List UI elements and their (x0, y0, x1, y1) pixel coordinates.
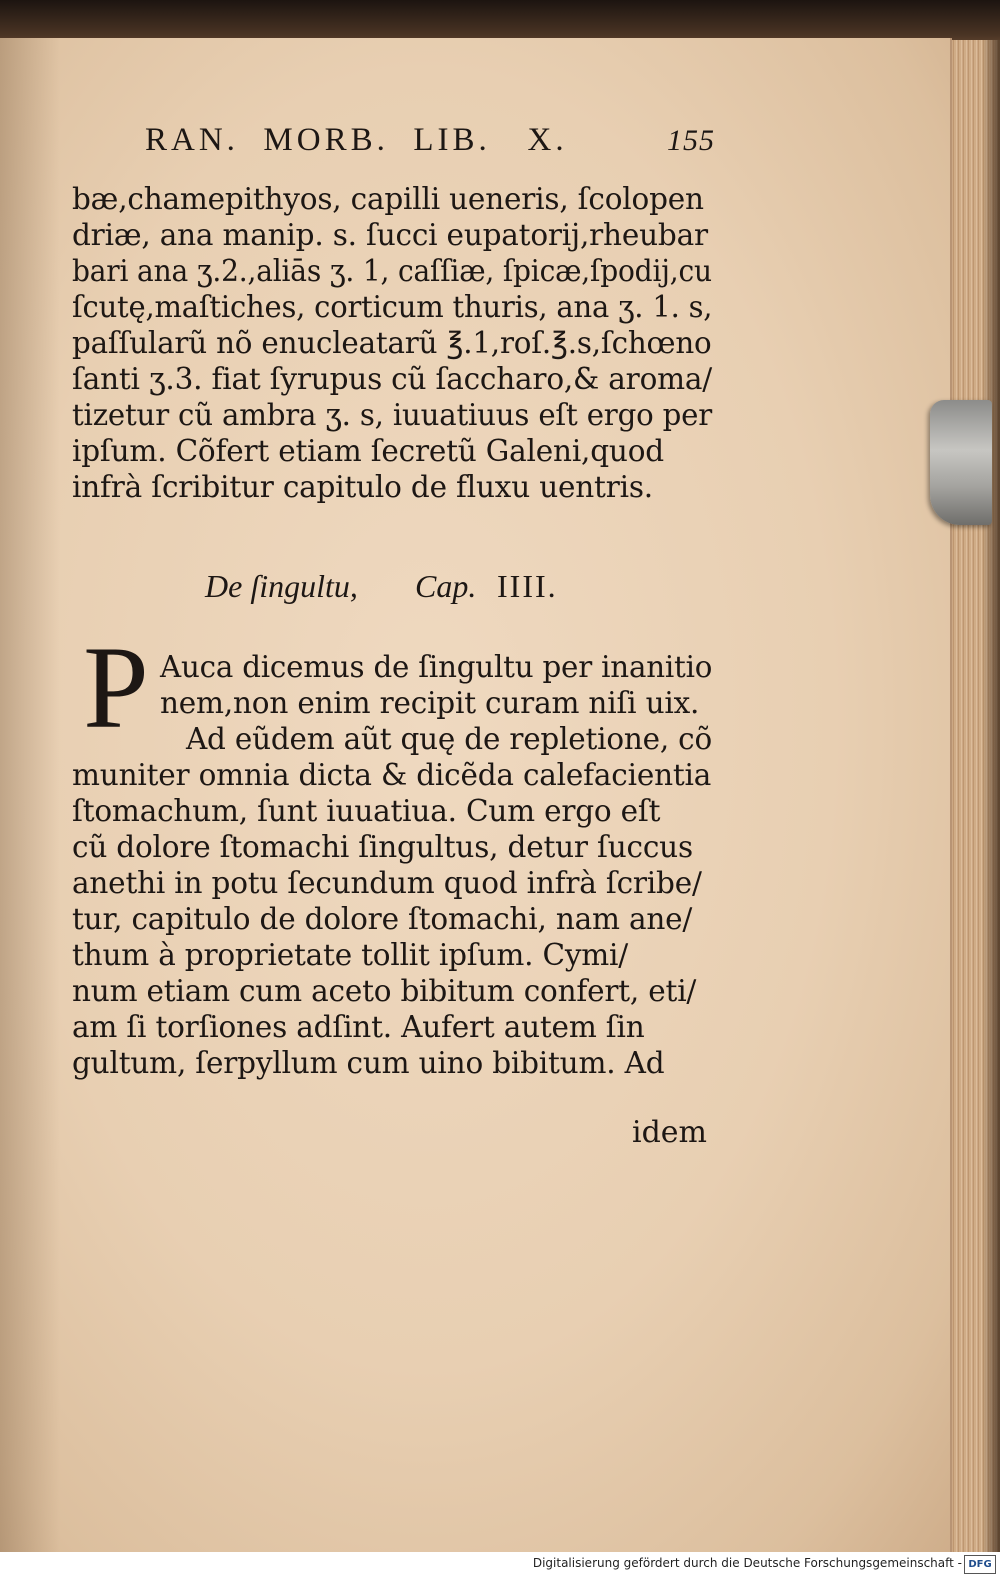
dfg-logo-icon: DFG (964, 1555, 996, 1574)
chapter-heading (205, 568, 625, 605)
running-head-title: RAN. MORB. LIB. X. (145, 122, 568, 158)
chapter-cap-label: Cap. (415, 568, 477, 604)
running-head (145, 122, 715, 162)
catchword: idem (632, 1115, 707, 1150)
text-line: bæ,chamepithyos, capilli ueneris, ſcolopen (72, 182, 704, 216)
text-line: tizetur cũ ambra ʒ. s, iuuatiuus eſt ergo per (72, 398, 712, 432)
text-line: am ſi torſiones adſint. Aufert autem ſin (72, 1010, 645, 1044)
footer-bar (0, 1552, 1000, 1578)
text-line: anethi in potu ſecundum quod infrà ſcribe/ (72, 866, 702, 900)
drop-cap: P (83, 622, 149, 753)
funding-credit: Digitalisierung gefördert durch die Deutsche Forschungsgemeinschaft - (532, 1556, 962, 1570)
text-line: num etiam cum aceto bibitum confert, eti/ (72, 974, 697, 1008)
text-line: nem,non enim recipit curam niſi uix. (160, 686, 700, 720)
text-line: muniter omnia dicta & dicẽda calefacientia (72, 758, 712, 792)
text-line: driæ, ana manip. s. ſucci eupatorij,rheubar (72, 218, 708, 252)
text-line: paſſularũ nõ enucleatarũ ℥.1,roſ.℥.s,ſchœno (72, 326, 712, 360)
text-line: infrà ſcribitur capitulo de fluxu uentris. (72, 470, 653, 504)
chapter-number: IIII. (497, 568, 558, 604)
text-line: ſtomachum, ſunt iuuatiua. Cum ergo eſt (72, 794, 661, 828)
text-line: Ad eũdem aũt quę de repletione, cõ (186, 722, 713, 756)
text-line: Auca dicemus de ſingultu per inanitio (160, 650, 713, 684)
text-line: thum à proprietate tollit ipſum. Cymi/ (72, 938, 629, 972)
text-line: cũ dolore ſtomachi ſingultus, detur ſuccus (72, 830, 693, 864)
text-line: tur, capitulo de dolore ſtomachi, nam ane/ (72, 902, 693, 936)
text-line: ipſum. Cõfert etiam ſecretũ Galeni,quod (72, 434, 664, 468)
text-line: ſanti ʒ.3. fiat ſyrupus cũ ſaccharo,& aroma/ (72, 362, 713, 396)
chapter-title: De ſingultu, (205, 568, 358, 604)
text-line: gultum, ſerpyllum cum uino bibitum. Ad (72, 1046, 665, 1080)
bookmark-clip (930, 400, 992, 525)
text-line: bari ana ʒ.2.,aliās ʒ. 1, caſſiæ, ſpicæ,ſpodij,cu (72, 254, 712, 288)
page-number: 155 (667, 124, 715, 157)
text-line: ſcutę,maſtiches, corticum thuris, ana ʒ. 1. s, (72, 290, 713, 324)
